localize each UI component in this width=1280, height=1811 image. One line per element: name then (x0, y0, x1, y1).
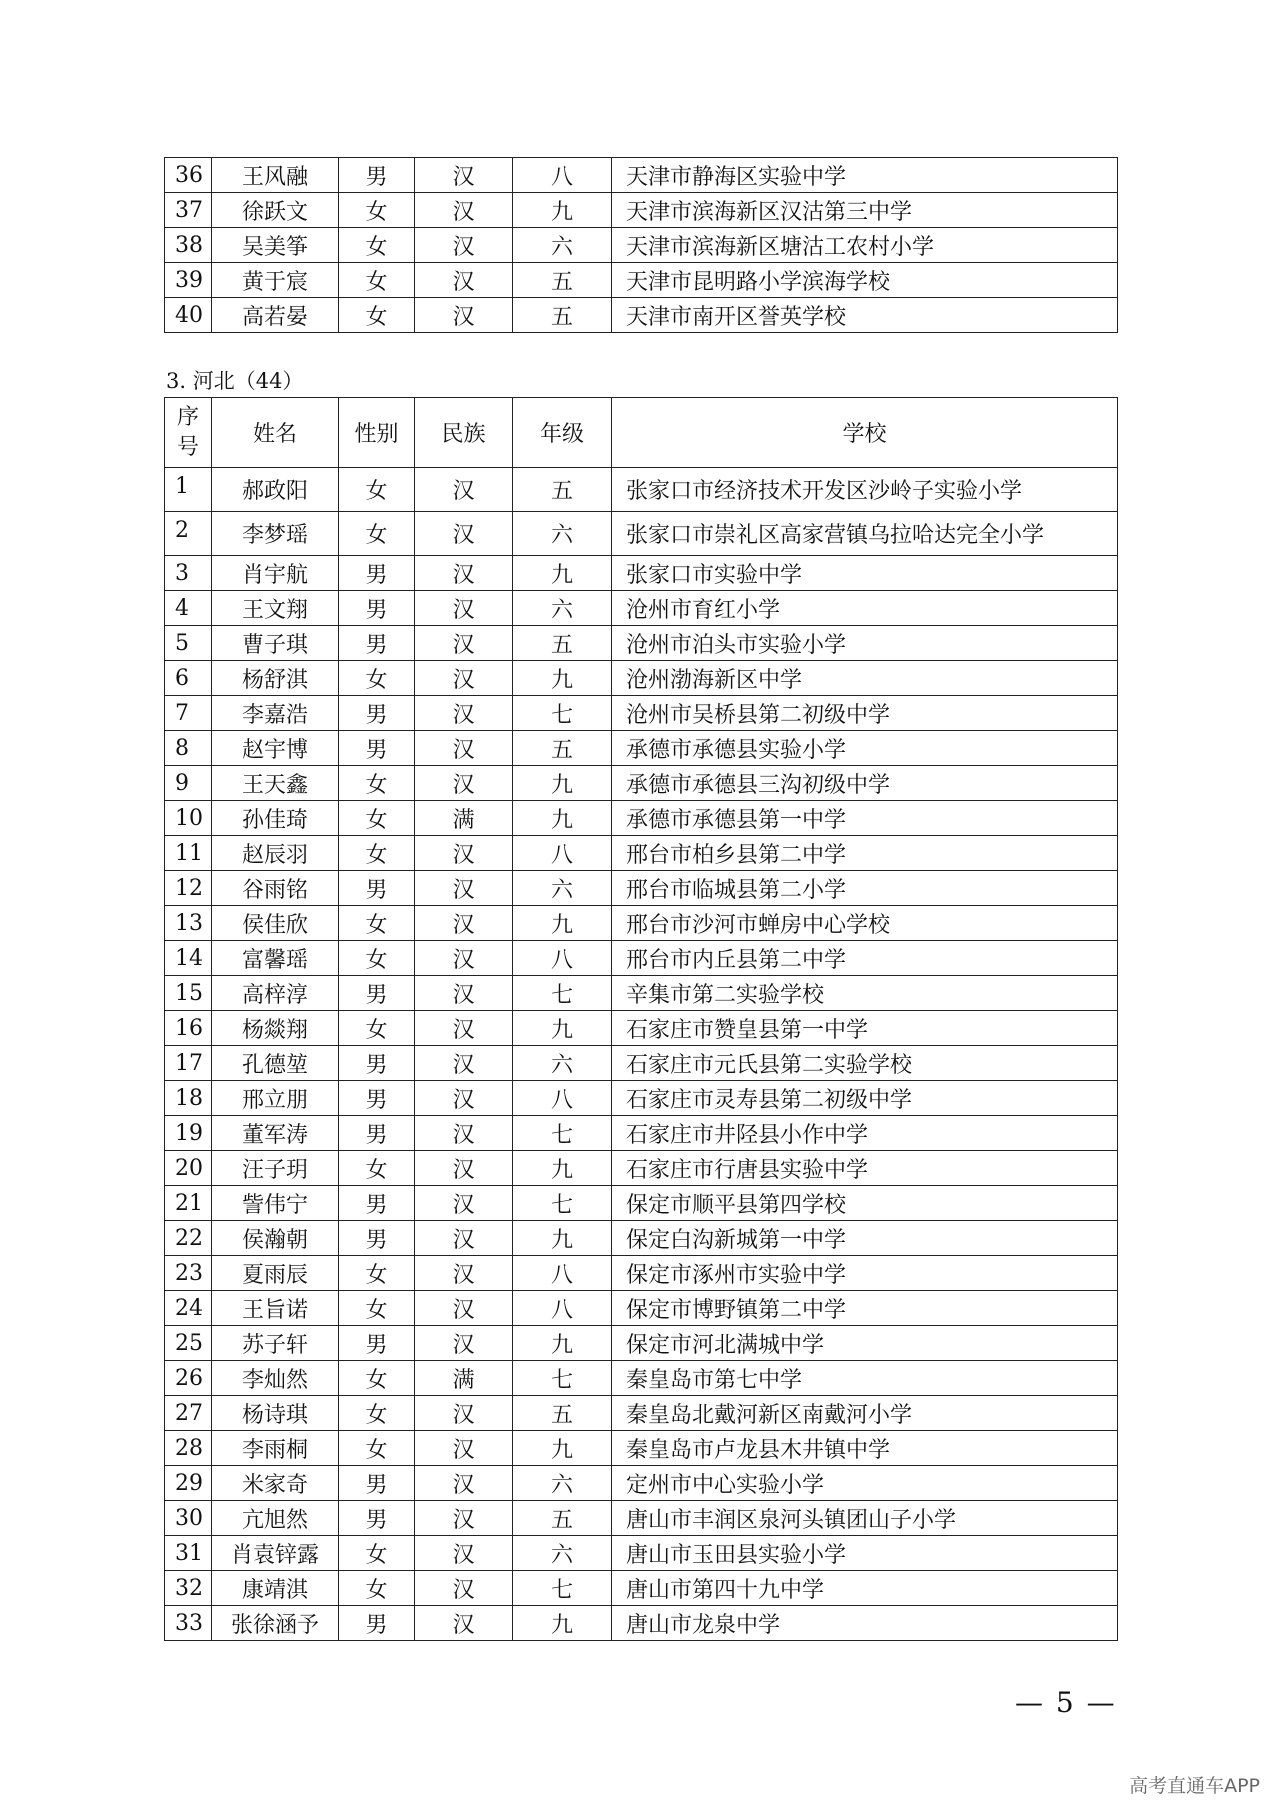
cell-name: 苏子轩 (212, 1326, 339, 1361)
table-row (165, 228, 1118, 263)
section-title: 3. 河北（44） (166, 369, 304, 393)
page-number: — 5 — (1015, 1686, 1117, 1719)
cell-ethnicity: 汉 (415, 1151, 513, 1186)
table-row (165, 626, 1118, 661)
cell-grade: 八 (513, 1081, 612, 1116)
cell-school: 保定市博野镇第二中学 (612, 1291, 1118, 1326)
table-row (165, 512, 1118, 556)
cell-grade: 七 (513, 1361, 612, 1396)
cell-grade: 七 (513, 1571, 612, 1606)
table-row (165, 263, 1118, 298)
cell-gender: 女 (339, 298, 415, 333)
cell-school: 张家口市实验中学 (612, 556, 1118, 591)
cell-name: 李嘉浩 (212, 696, 339, 731)
cell-school: 定州市中心实验小学 (612, 1466, 1118, 1501)
cell-school: 张家口市崇礼区高家营镇乌拉哈达完全小学 (612, 512, 1118, 556)
cell-name: 赵辰羽 (212, 836, 339, 871)
cell-ethnicity: 汉 (415, 263, 513, 298)
cell-gender: 女 (339, 906, 415, 941)
cell-name: 谷雨铭 (212, 871, 339, 906)
cell-seq: 37 (165, 193, 212, 228)
cell-ethnicity: 汉 (415, 1396, 513, 1431)
table-row (165, 906, 1118, 941)
cell-name: 侯瀚朝 (212, 1221, 339, 1256)
cell-gender: 男 (339, 1606, 415, 1641)
cell-ethnicity: 汉 (415, 1081, 513, 1116)
cell-name: 李梦瑶 (212, 512, 339, 556)
watermark-text: 高考直通车APP (1129, 1775, 1260, 1797)
cell-name: 赵宇博 (212, 731, 339, 766)
cell-name: 肖宇航 (212, 556, 339, 591)
header-ethnicity: 民族 (415, 398, 513, 468)
cell-name: 黄于宸 (212, 263, 339, 298)
cell-ethnicity: 汉 (415, 468, 513, 512)
cell-grade: 九 (513, 1151, 612, 1186)
cell-school: 天津市静海区实验中学 (612, 158, 1118, 193)
cell-school: 石家庄市行唐县实验中学 (612, 1151, 1118, 1186)
cell-gender: 女 (339, 661, 415, 696)
cell-school: 天津市滨海新区塘沽工农村小学 (612, 228, 1118, 263)
cell-name: 郝政阳 (212, 468, 339, 512)
cell-name: 訾伟宁 (212, 1186, 339, 1221)
cell-gender: 男 (339, 1221, 415, 1256)
cell-seq: 4 (165, 591, 212, 626)
cell-grade: 八 (513, 836, 612, 871)
cell-grade: 九 (513, 661, 612, 696)
table-row (165, 1081, 1118, 1116)
cell-ethnicity: 汉 (415, 1466, 513, 1501)
cell-school: 保定市顺平县第四学校 (612, 1186, 1118, 1221)
cell-grade: 六 (513, 512, 612, 556)
header-grade: 年级 (513, 398, 612, 468)
table-row (165, 1011, 1118, 1046)
cell-school: 保定市涿州市实验中学 (612, 1256, 1118, 1291)
cell-gender: 男 (339, 1116, 415, 1151)
table-row (165, 1571, 1118, 1606)
cell-name: 孙佳琦 (212, 801, 339, 836)
cell-ethnicity: 汉 (415, 766, 513, 801)
cell-seq: 19 (165, 1116, 212, 1151)
cell-grade: 九 (513, 1221, 612, 1256)
cell-school: 石家庄市元氏县第二实验学校 (612, 1046, 1118, 1081)
header-gender: 性别 (339, 398, 415, 468)
cell-ethnicity: 满 (415, 1361, 513, 1396)
cell-seq: 11 (165, 836, 212, 871)
cell-ethnicity: 汉 (415, 1291, 513, 1326)
cell-gender: 男 (339, 696, 415, 731)
table-row (165, 1116, 1118, 1151)
cell-grade: 八 (513, 158, 612, 193)
cell-gender: 女 (339, 801, 415, 836)
cell-name: 杨燚翔 (212, 1011, 339, 1046)
cell-grade: 五 (513, 298, 612, 333)
cell-gender: 女 (339, 1571, 415, 1606)
cell-gender: 男 (339, 1046, 415, 1081)
table-row (165, 801, 1118, 836)
cell-gender: 男 (339, 556, 415, 591)
table-row (165, 976, 1118, 1011)
cell-ethnicity: 汉 (415, 1011, 513, 1046)
cell-grade: 九 (513, 801, 612, 836)
cell-grade: 九 (513, 1326, 612, 1361)
cell-grade: 八 (513, 1256, 612, 1291)
cell-ethnicity: 汉 (415, 1326, 513, 1361)
cell-gender: 男 (339, 1186, 415, 1221)
cell-school: 唐山市玉田县实验小学 (612, 1536, 1118, 1571)
cell-seq: 31 (165, 1536, 212, 1571)
cell-name: 富馨瑶 (212, 941, 339, 976)
cell-gender: 女 (339, 1151, 415, 1186)
cell-name: 王风融 (212, 158, 339, 193)
cell-name: 杨舒淇 (212, 661, 339, 696)
table-row (165, 298, 1118, 333)
cell-ethnicity: 汉 (415, 1186, 513, 1221)
cell-gender: 男 (339, 1326, 415, 1361)
table-row (165, 1466, 1118, 1501)
cell-school: 天津市昆明路小学滨海学校 (612, 263, 1118, 298)
cell-grade: 五 (513, 731, 612, 766)
cell-gender: 女 (339, 1396, 415, 1431)
cell-seq: 6 (165, 661, 212, 696)
cell-grade: 九 (513, 1431, 612, 1466)
header-seq-line2: 号 (176, 434, 199, 460)
cell-grade: 六 (513, 871, 612, 906)
cell-gender: 女 (339, 766, 415, 801)
cell-school: 沧州市泊头市实验小学 (612, 626, 1118, 661)
cell-school: 秦皇岛北戴河新区南戴河小学 (612, 1396, 1118, 1431)
cell-seq: 1 (165, 468, 212, 512)
cell-seq: 38 (165, 228, 212, 263)
cell-gender: 女 (339, 941, 415, 976)
cell-school: 保定白沟新城第一中学 (612, 1221, 1118, 1256)
cell-name: 杨诗琪 (212, 1396, 339, 1431)
cell-gender: 女 (339, 1256, 415, 1291)
cell-school: 承德市承德县实验小学 (612, 731, 1118, 766)
cell-grade: 七 (513, 1116, 612, 1151)
table-row (165, 766, 1118, 801)
cell-ethnicity: 汉 (415, 193, 513, 228)
cell-ethnicity: 汉 (415, 626, 513, 661)
cell-seq: 21 (165, 1186, 212, 1221)
cell-school: 秦皇岛市第七中学 (612, 1361, 1118, 1396)
cell-seq: 25 (165, 1326, 212, 1361)
cell-name: 康靖淇 (212, 1571, 339, 1606)
cell-ethnicity: 汉 (415, 1606, 513, 1641)
cell-name: 米家奇 (212, 1466, 339, 1501)
cell-ethnicity: 汉 (415, 1046, 513, 1081)
cell-seq: 15 (165, 976, 212, 1011)
cell-school: 天津市滨海新区汉沽第三中学 (612, 193, 1118, 228)
cell-school: 承德市承德县第一中学 (612, 801, 1118, 836)
cell-school: 秦皇岛市卢龙县木井镇中学 (612, 1431, 1118, 1466)
cell-grade: 五 (513, 468, 612, 512)
table-row (165, 1221, 1118, 1256)
cell-seq: 7 (165, 696, 212, 731)
cell-gender: 女 (339, 1361, 415, 1396)
table-row (165, 1326, 1118, 1361)
cell-ethnicity: 汉 (415, 1501, 513, 1536)
cell-ethnicity: 汉 (415, 1221, 513, 1256)
table-row (165, 1361, 1118, 1396)
cell-name: 高若晏 (212, 298, 339, 333)
cell-grade: 九 (513, 1606, 612, 1641)
cell-gender: 女 (339, 512, 415, 556)
cell-seq: 28 (165, 1431, 212, 1466)
cell-name: 肖袁锌露 (212, 1536, 339, 1571)
header-name: 姓名 (212, 398, 339, 468)
cell-grade: 八 (513, 1291, 612, 1326)
table-row (165, 871, 1118, 906)
cell-gender: 女 (339, 228, 415, 263)
cell-grade: 五 (513, 263, 612, 298)
cell-name: 高梓淳 (212, 976, 339, 1011)
cell-school: 邢台市内丘县第二中学 (612, 941, 1118, 976)
cell-seq: 26 (165, 1361, 212, 1396)
cell-grade: 五 (513, 1396, 612, 1431)
cell-seq: 12 (165, 871, 212, 906)
cell-ethnicity: 汉 (415, 941, 513, 976)
cell-school: 沧州市育红小学 (612, 591, 1118, 626)
cell-school: 邢台市柏乡县第二中学 (612, 836, 1118, 871)
cell-gender: 女 (339, 1291, 415, 1326)
cell-gender: 男 (339, 976, 415, 1011)
cell-seq: 20 (165, 1151, 212, 1186)
cell-ethnicity: 汉 (415, 298, 513, 333)
cell-grade: 九 (513, 556, 612, 591)
cell-school: 石家庄市井陉县小作中学 (612, 1116, 1118, 1151)
cell-grade: 六 (513, 1046, 612, 1081)
cell-school: 保定市河北满城中学 (612, 1326, 1118, 1361)
cell-seq: 30 (165, 1501, 212, 1536)
cell-grade: 七 (513, 976, 612, 1011)
cell-gender: 女 (339, 468, 415, 512)
cell-seq: 40 (165, 298, 212, 333)
cell-grade: 五 (513, 1501, 612, 1536)
cell-school: 张家口市经济技术开发区沙岭子实验小学 (612, 468, 1118, 512)
table-row (165, 836, 1118, 871)
cell-name: 吴美筝 (212, 228, 339, 263)
table-header-row (165, 398, 1118, 468)
cell-name: 曹子琪 (212, 626, 339, 661)
cell-seq: 3 (165, 556, 212, 591)
cell-school: 沧州渤海新区中学 (612, 661, 1118, 696)
cell-seq: 23 (165, 1256, 212, 1291)
cell-name: 亢旭然 (212, 1501, 339, 1536)
cell-ethnicity: 汉 (415, 1256, 513, 1291)
cell-gender: 女 (339, 263, 415, 298)
cell-name: 王文翔 (212, 591, 339, 626)
cell-ethnicity: 汉 (415, 1116, 513, 1151)
table-row (165, 1256, 1118, 1291)
cell-grade: 六 (513, 228, 612, 263)
cell-school: 邢台市临城县第二小学 (612, 871, 1118, 906)
cell-ethnicity: 汉 (415, 556, 513, 591)
cell-name: 夏雨辰 (212, 1256, 339, 1291)
header-seq (165, 398, 212, 468)
table-row (165, 158, 1118, 193)
cell-ethnicity: 汉 (415, 228, 513, 263)
cell-gender: 男 (339, 158, 415, 193)
cell-grade: 九 (513, 1011, 612, 1046)
cell-name: 侯佳欣 (212, 906, 339, 941)
tianjin-table-body (165, 158, 1118, 333)
cell-seq: 16 (165, 1011, 212, 1046)
cell-ethnicity: 汉 (415, 906, 513, 941)
table-row (165, 1501, 1118, 1536)
cell-ethnicity: 满 (415, 801, 513, 836)
cell-name: 王天鑫 (212, 766, 339, 801)
cell-gender: 女 (339, 836, 415, 871)
cell-name: 董军涛 (212, 1116, 339, 1151)
cell-name: 张徐涵予 (212, 1606, 339, 1641)
cell-seq: 39 (165, 263, 212, 298)
table-row (165, 1536, 1118, 1571)
table-row (165, 696, 1118, 731)
table-row (165, 941, 1118, 976)
cell-name: 李雨桐 (212, 1431, 339, 1466)
cell-ethnicity: 汉 (415, 512, 513, 556)
cell-school: 邢台市沙河市蝉房中心学校 (612, 906, 1118, 941)
cell-seq: 8 (165, 731, 212, 766)
cell-grade: 七 (513, 696, 612, 731)
cell-grade: 六 (513, 591, 612, 626)
cell-school: 唐山市第四十九中学 (612, 1571, 1118, 1606)
cell-ethnicity: 汉 (415, 661, 513, 696)
cell-seq: 13 (165, 906, 212, 941)
cell-gender: 男 (339, 871, 415, 906)
cell-grade: 七 (513, 1186, 612, 1221)
cell-grade: 六 (513, 1536, 612, 1571)
cell-seq: 22 (165, 1221, 212, 1256)
table-row (165, 1046, 1118, 1081)
cell-seq: 9 (165, 766, 212, 801)
cell-gender: 女 (339, 1536, 415, 1571)
table-row (165, 731, 1118, 766)
cell-seq: 32 (165, 1571, 212, 1606)
table-row (165, 1151, 1118, 1186)
header-seq-line1: 序 (176, 404, 199, 430)
cell-gender: 男 (339, 1081, 415, 1116)
cell-name: 徐跃文 (212, 193, 339, 228)
table-row (165, 1396, 1118, 1431)
cell-ethnicity: 汉 (415, 731, 513, 766)
cell-gender: 男 (339, 1466, 415, 1501)
cell-school: 沧州市吴桥县第二初级中学 (612, 696, 1118, 731)
cell-seq: 33 (165, 1606, 212, 1641)
table-row (165, 1186, 1118, 1221)
cell-seq: 24 (165, 1291, 212, 1326)
cell-school: 石家庄市灵寿县第二初级中学 (612, 1081, 1118, 1116)
cell-seq: 14 (165, 941, 212, 976)
cell-gender: 男 (339, 731, 415, 766)
cell-seq: 5 (165, 626, 212, 661)
hebei-table (164, 397, 1118, 1641)
cell-seq: 36 (165, 158, 212, 193)
cell-grade: 九 (513, 193, 612, 228)
cell-gender: 女 (339, 193, 415, 228)
cell-gender: 男 (339, 626, 415, 661)
cell-ethnicity: 汉 (415, 836, 513, 871)
table-row (165, 468, 1118, 512)
cell-ethnicity: 汉 (415, 976, 513, 1011)
cell-ethnicity: 汉 (415, 696, 513, 731)
cell-grade: 九 (513, 906, 612, 941)
cell-name: 孔德堃 (212, 1046, 339, 1081)
header-school: 学校 (612, 398, 1118, 468)
cell-ethnicity: 汉 (415, 1571, 513, 1606)
cell-name: 邢立朋 (212, 1081, 339, 1116)
cell-name: 王旨诺 (212, 1291, 339, 1326)
cell-school: 承德市承德县三沟初级中学 (612, 766, 1118, 801)
cell-ethnicity: 汉 (415, 1536, 513, 1571)
cell-gender: 男 (339, 591, 415, 626)
cell-seq: 10 (165, 801, 212, 836)
cell-gender: 男 (339, 1501, 415, 1536)
cell-ethnicity: 汉 (415, 1431, 513, 1466)
cell-seq: 18 (165, 1081, 212, 1116)
cell-school: 唐山市丰润区泉河头镇团山子小学 (612, 1501, 1118, 1536)
cell-school: 天津市南开区誉英学校 (612, 298, 1118, 333)
table-row (165, 1291, 1118, 1326)
cell-school: 石家庄市赞皇县第一中学 (612, 1011, 1118, 1046)
cell-seq: 17 (165, 1046, 212, 1081)
cell-gender: 女 (339, 1011, 415, 1046)
cell-grade: 九 (513, 766, 612, 801)
cell-school: 唐山市龙泉中学 (612, 1606, 1118, 1641)
cell-ethnicity: 汉 (415, 871, 513, 906)
cell-seq: 2 (165, 512, 212, 556)
cell-seq: 29 (165, 1466, 212, 1501)
table-row (165, 1431, 1118, 1466)
cell-seq: 27 (165, 1396, 212, 1431)
cell-gender: 女 (339, 1431, 415, 1466)
cell-grade: 八 (513, 941, 612, 976)
cell-school: 辛集市第二实验学校 (612, 976, 1118, 1011)
cell-ethnicity: 汉 (415, 158, 513, 193)
cell-name: 汪子玥 (212, 1151, 339, 1186)
hebei-table-body (165, 468, 1118, 1641)
table-row (165, 661, 1118, 696)
table-row (165, 556, 1118, 591)
table-row (165, 591, 1118, 626)
cell-ethnicity: 汉 (415, 591, 513, 626)
tianjin-table-continued (164, 157, 1118, 333)
cell-name: 李灿然 (212, 1361, 339, 1396)
table-row (165, 193, 1118, 228)
table-row (165, 1606, 1118, 1641)
cell-grade: 六 (513, 1466, 612, 1501)
cell-grade: 五 (513, 626, 612, 661)
